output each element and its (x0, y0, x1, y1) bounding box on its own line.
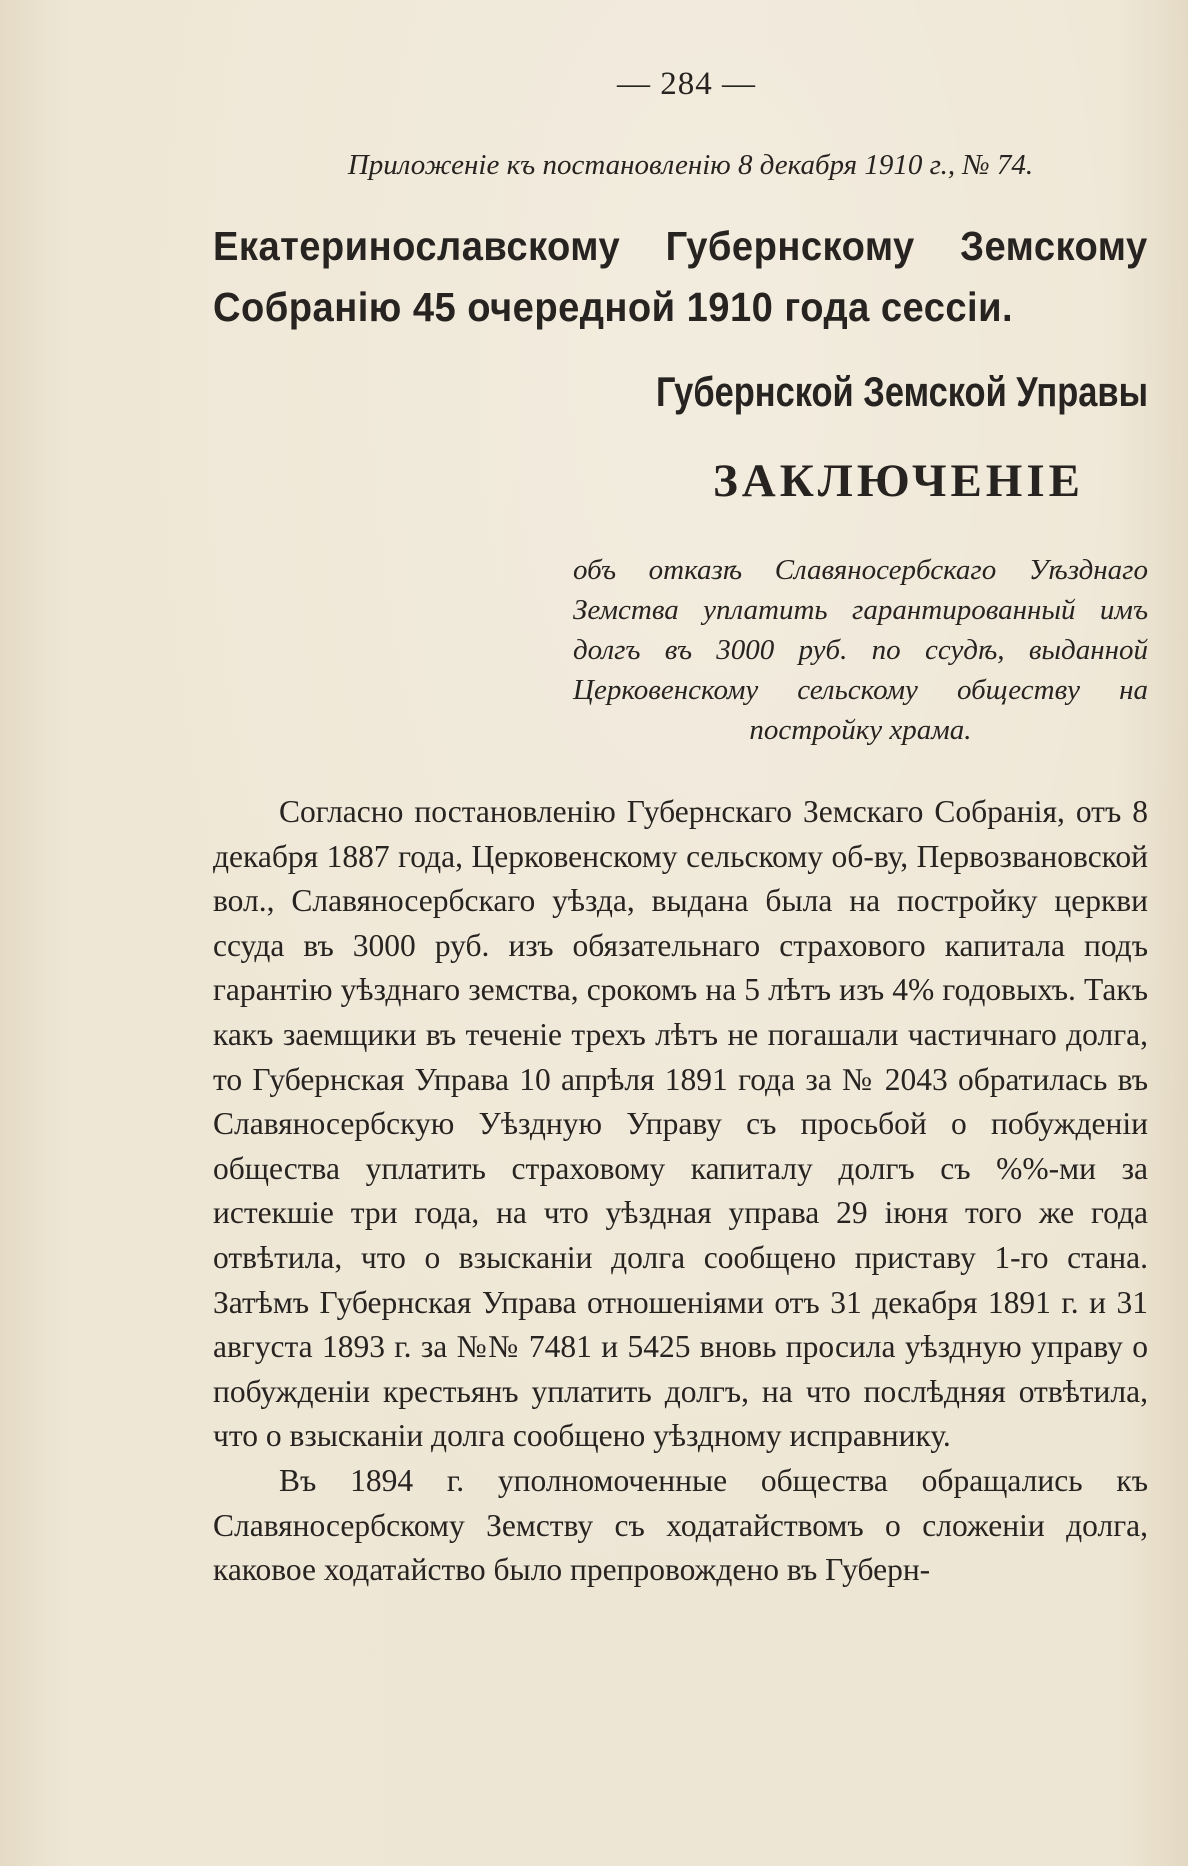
appendix-note: Приложеніе къ постановленію 8 декабря 1910 г., № 74. (347, 149, 1034, 181)
paragraph-1: Согласно постановленію Губернскаго Земскаго Собранія, отъ 8 декабря 1887 года, Церковенскому сельскому об-ву, Первозвановской вол., Славяносербскаго уѣзда, выдана была на постройку церкви ссуда въ 3000 руб. изъ обязательнаго страхового капитала подъ гарантію уѣзднаго земства, срокомъ на 5 лѣтъ изъ 4% годовыхъ. Такъ какъ заемщики въ теченіе трехъ лѣтъ не погашали частичнаго долга, то Губернская Управа 10 апрѣля 1891 года за № 2043 обратилась въ Славяносербскую Уѣздную Управу съ просьбой о побужденіи общества уплатить страховому капиталу долгъ съ %%-ми за истекшіе три года, на что уѣздная управа 29 іюня того же года отвѣтила, что о взысканіи долга сообщено приставу 1-го стана. Затѣмъ Губернская Управа отношеніями отъ 31 декабря 1891 г. и 31 августа 1893 г. за №№ 7481 и 5425 вновь просила уѣздную управу о побужденіи крестьянъ уплатить долгъ, на что послѣдняя отвѣтила, что о взысканіи долга сообщено уѣздному исправнику. (213, 794, 1148, 1454)
body-text (213, 790, 1148, 1593)
conclusion-title: ЗАКЛЮЧЕНІЕ (712, 455, 1084, 507)
paragraph-2: Въ 1894 г. уполномоченные общества обращались къ Славяносербскому Земству съ ходатайствомъ о сложеніи долга, каковое ходатайство было препровождено въ Губерн- (213, 1462, 1148, 1588)
subject-summary: объ отказѣ Славяносербскаго Уѣзднаго Земства уплатить гарантированный имъ долгъ въ 3000 руб. по ссудѣ, выданной Церковенскому сельскому обществу на постройку храма. (573, 554, 1148, 746)
board-heading: Губернской Земской Управы (655, 368, 1148, 415)
addressee-heading: Екатеринославскому Губернскому Земскому Собранію 45 очередной 1910 года сессіи. (213, 223, 1148, 330)
page-number: — 284 — (617, 66, 756, 102)
